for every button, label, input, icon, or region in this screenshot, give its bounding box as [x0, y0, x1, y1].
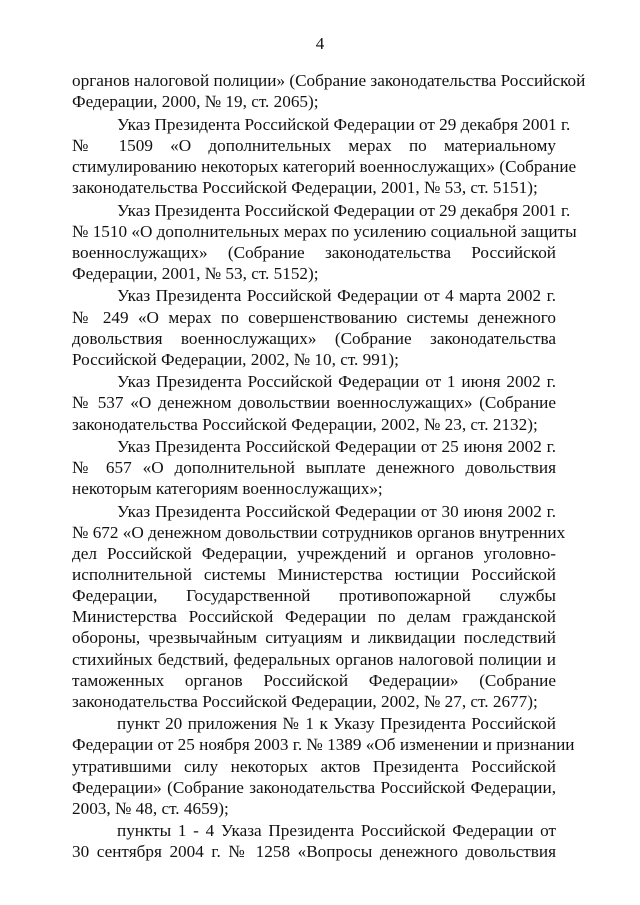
paragraph-decree-1509 [72, 114, 577, 198]
text-line: дел Российской Федерации, учреждений и органов уголовно- [72, 544, 556, 564]
text-line: таможенных органов Российской Федерации» (Собрание [72, 670, 556, 690]
paragraph-continuation [72, 70, 586, 112]
text-line: пункт 20 приложения № 1 к Указу Президента Российской [117, 714, 556, 734]
paragraph-decree-1510 [72, 200, 577, 284]
text-line: довольствия военнослужащих» (Собрание законодательства [72, 328, 556, 348]
text-line: обороны, чрезвычайным ситуациям и ликвидации последствий [72, 628, 556, 648]
text-line: Федерации, 2001, № 53, ст. 5152); [72, 263, 319, 283]
paragraph-items-1-4 [72, 820, 556, 862]
text-line: 2003, № 48, ст. 4659); [72, 798, 229, 818]
text-line: Федерации, 2000, № 19, ст. 2065); [72, 92, 319, 112]
text-line: 30 сентября 2004 г. № 1258 «Вопросы денежного довольствия [72, 842, 556, 862]
text-line: военнослужащих» (Собрание законодательства Российской [72, 242, 556, 262]
text-line: стимулированию некоторых категорий военнослужащих» (Собрание [72, 156, 577, 176]
text-line: Федерации от 25 ноября 2003 г. № 1389 «Об изменении и признании [72, 735, 575, 755]
text-line: Указ Президента Российской Федерации от 4 марта 2002 г. [117, 286, 556, 306]
text-line: законодательства Российской Федерации, 2002, № 23, ст. 2132); [72, 414, 538, 434]
page-number: 4 [315, 34, 325, 53]
text-line: Министерства Российской Федерации по делам гражданской [72, 607, 556, 627]
text-line: Указ Президента Российской Федерации от 25 июня 2002 г. [117, 437, 556, 457]
text-line: № 249 «О мерах по совершенствованию системы денежного [72, 307, 556, 327]
text-line: Указ Президента Российской Федерации от 1 июня 2002 г. [117, 372, 556, 392]
text-line: Федерации, Государственной противопожарной службы [72, 586, 556, 606]
text-line: Указ Президента Российской Федерации от 30 июня 2002 г. [117, 501, 556, 521]
paragraph-item-20 [72, 713, 575, 818]
text-line: органов налоговой полиции» (Собрание законодательства Российской [72, 71, 586, 90]
text-line: законодательства Российской Федерации, 2001, № 53, ст. 5151); [72, 177, 538, 197]
text-line: утратившими силу некоторых актов Президента Российской [72, 756, 556, 776]
text-line: Российской Федерации, 2002, № 10, ст. 991); [72, 349, 399, 369]
text-line: стихийных бедствий, федеральных органов налоговой полиции и [72, 649, 556, 669]
text-line: № 1510 «О дополнительных мерах по усилению социальной защиты [72, 221, 577, 241]
text-line: № 657 «О дополнительной выплате денежного довольствия [72, 458, 556, 478]
text-line: № 1509 «О дополнительных мерах по материальному [72, 135, 556, 155]
document-body [72, 70, 586, 864]
paragraph-decree-657 [72, 436, 556, 499]
text-line: законодательства Российской Федерации, 2002, № 27, ст. 2677); [72, 691, 538, 711]
text-line: Федерации» (Собрание законодательства Российской Федерации, [72, 777, 556, 797]
text-line: № 672 «О денежном довольствии сотрудников органов внутренних [72, 522, 566, 542]
text-line: некоторым категориям военнослужащих»; [72, 479, 383, 499]
text-line: № 537 «О денежном довольствии военнослужащих» (Собрание [72, 393, 556, 413]
text-line: Указ Президента Российской Федерации от 29 декабря 2001 г. [117, 114, 571, 134]
text-line: пункты 1 - 4 Указа Президента Российской Федерации от [117, 821, 556, 841]
paragraph-decree-537 [72, 371, 556, 434]
text-line: Указ Президента Российской Федерации от 29 декабря 2001 г. [117, 200, 571, 220]
paragraph-decree-672 [72, 501, 566, 712]
text-line: исполнительной системы Министерства юстиции Российской [72, 565, 556, 585]
paragraph-decree-249 [72, 285, 556, 369]
